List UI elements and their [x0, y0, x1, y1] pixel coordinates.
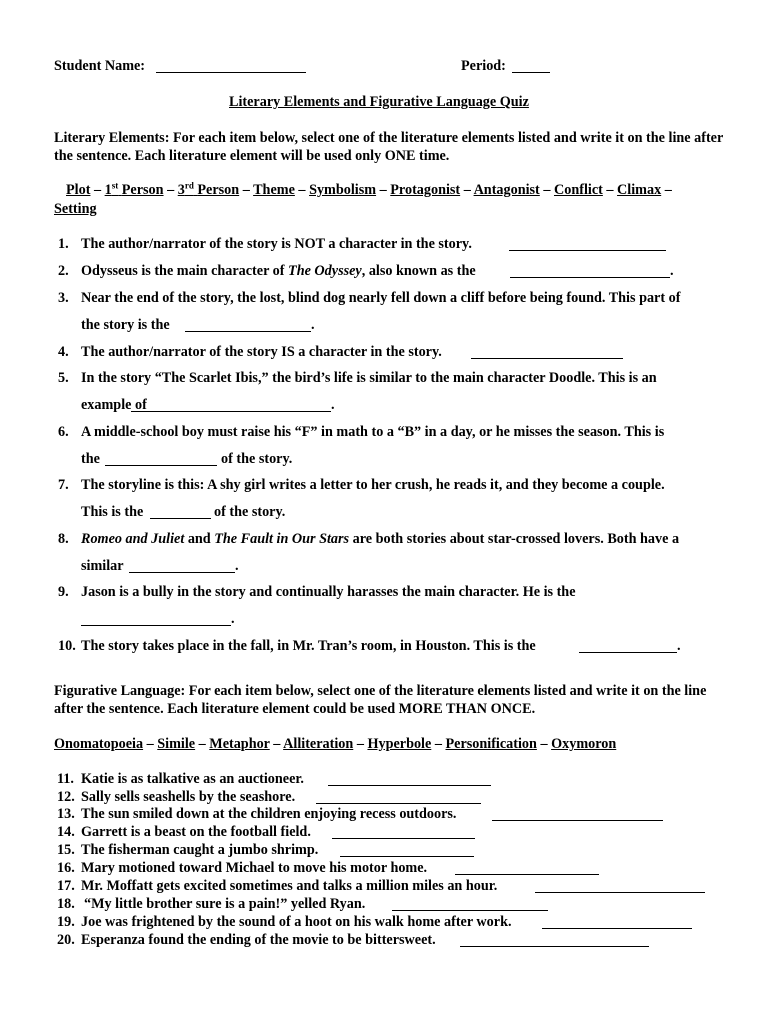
- q13-number: 13.: [57, 806, 75, 822]
- q11-text: Katie is as talkative as an auctioneer.: [81, 771, 304, 787]
- term-protagonist: Protagonist: [390, 182, 461, 198]
- q15-text: The fisherman caught a jumbo shrimp.: [81, 842, 319, 858]
- q7-text-line2b: of the story.: [214, 504, 286, 520]
- q20-number: 20.: [57, 932, 75, 948]
- term-antagonist: Antagonist: [473, 182, 540, 198]
- q16-text: Mary motioned toward Michael to move his motor home.: [81, 860, 428, 876]
- literary-instructions: Literary Elements: For each item below, select one of the literature elements listed and write it on the line after the sentence. Each literature element will be used only ONE time.: [54, 130, 724, 164]
- term-plot: Plot: [66, 182, 91, 198]
- quiz-page: Student Name: Period: Literary Elements and Figurative Language Quiz Literary Elements: For each item below, select one of the literature elements listed and write it on the line after the sentence. Each literature element will be used only ONE time. Plot – 1st Person – 3rd Person – Theme – Symbolism – Protagonist – Antagonist – Conflict – Climax – Setting 1. The author/narrator of the story is NOT a character in the story. 2. Odysseus is the main character of The Odyssey, also known as the . 3. Near the end of the story, the lost, blind dog nearly fell down a cliff before being found. This part of the story is the . 4. The author/narrator of the story IS a character in the story. 5. In the story “The Scarlet Ibis,” the bird’s life is similar to the main character Doodle. This is an example of . 6. A middle-school boy must raise his “F” in math to a “B” in a day, or he misses the season. This is the of the story. 7. The storyline is this: A shy girl writes a letter to her crush, he reads it, and they become a couple. This is the of the story. 8. Romeo and Juliet and The Fault in Our Stars are both stories about star-crossed lovers. Both have a similar . 9. Jason is a bully in the story and continually harasses the main character. He is the . 10. The story takes place in the fall, in Mr. Tran’s room, in Houston. This is the . Figurative Language: For each item below, select one of the literature elements listed and write it on the line after the sentence. Each literature element could be used MORE THAN ONCE. Onomatopoeia – Simile – Metaphor – Alliteration – Hyperbole – Personification – Oxymoron 11. Katie is as talkative as an auctioneer. 12. Sally sells seashells by the seashore. 13. The sun smiled down at the children enjoying recess outdoors. 14. Garrett is a beast on the football field. 15. The fisherman caught a jumbo shrimp. 16. Mary motioned toward Michael to move his motor home. 17. Mr. Moffatt gets excited sometimes and talks a million miles an hour. 18. “My little brother sure is a pain!” yelled Ryan. 19. Joe was frightened by the sound of a hoot on his walk home after work. 20. Esperanza found the ending of the movie to be bittersweet.: [54, 58, 724, 948]
- term-oxymoron: Oxymoron: [551, 736, 617, 752]
- q5-answer-line[interactable]: [131, 411, 331, 412]
- q20-answer-line[interactable]: [460, 946, 649, 947]
- q7-text-line2a: This is the: [81, 504, 144, 520]
- q9-answer-line[interactable]: [81, 625, 231, 626]
- q20-text: Esperanza found the ending of the movie to be bittersweet.: [81, 932, 436, 948]
- figurative-instructions: Figurative Language: For each item below, select one of the literature elements listed and write it on the line after the sentence. Each literature element could be used MORE THAN ONCE.: [54, 683, 707, 717]
- q14-answer-line[interactable]: [332, 838, 475, 839]
- q15-number: 15.: [57, 842, 75, 858]
- q10-text: The story takes place in the fall, in Mr. Tran’s room, in Houston. This is the: [81, 638, 536, 654]
- q8-answer-line[interactable]: [129, 572, 235, 573]
- page-title: Literary Elements and Figurative Language Quiz: [229, 94, 529, 110]
- q16-answer-line[interactable]: [455, 874, 599, 875]
- q6-text-line2b: of the story.: [221, 451, 293, 467]
- q8-text-line1: Romeo and Juliet and The Fault in Our Stars are both stories about star-crossed lovers. Both have a: [81, 531, 680, 547]
- term-personification: Personification: [445, 736, 537, 752]
- q17-text: Mr. Moffatt gets excited sometimes and talks a million miles an hour.: [81, 878, 498, 894]
- q2-answer-line[interactable]: [510, 277, 670, 278]
- q5-text-line2: example of: [81, 397, 147, 413]
- q3-answer-line[interactable]: [185, 331, 311, 332]
- term-setting: Setting: [54, 201, 97, 217]
- q19-answer-line[interactable]: [542, 928, 692, 929]
- student-name-field[interactable]: [156, 72, 306, 73]
- q5-text-line1: In the story “The Scarlet Ibis,” the bird’s life is similar to the main character Doodle. This is an: [81, 370, 657, 386]
- q1-text: The author/narrator of the story is NOT a character in the story.: [81, 236, 472, 252]
- q9-text-line1: Jason is a bully in the story and continually harasses the main character. He is the: [81, 584, 576, 600]
- q11-number: 11.: [57, 771, 74, 787]
- term-alliteration: Alliteration: [283, 736, 354, 752]
- q4-number: 4.: [58, 344, 69, 360]
- term-symbolism: Symbolism: [309, 182, 377, 198]
- q11-answer-line[interactable]: [328, 785, 491, 786]
- q6-answer-line[interactable]: [105, 465, 217, 466]
- q6-text-line2a: the: [81, 451, 100, 467]
- q19-text: Joe was frightened by the sound of a hoot on his walk home after work.: [81, 914, 512, 930]
- q13-answer-line[interactable]: [492, 820, 663, 821]
- q1-answer-line[interactable]: [509, 250, 666, 251]
- term-first-person: 1st Person: [104, 180, 164, 198]
- period-label: Period:: [461, 58, 506, 74]
- q3-number: 3.: [58, 290, 69, 306]
- term-theme: Theme: [253, 182, 295, 198]
- q16-number: 16.: [57, 860, 75, 876]
- q7-answer-line[interactable]: [150, 518, 211, 519]
- q14-number: 14.: [57, 824, 75, 840]
- term-metaphor: Metaphor: [209, 736, 270, 752]
- q8-text-line2: similar: [81, 558, 124, 574]
- q7-text-line1: The storyline is this: A shy girl writes a letter to her crush, he reads it, and they become a couple.: [81, 477, 665, 493]
- student-name-label: Student Name:: [54, 58, 146, 74]
- q19-number: 19.: [57, 914, 75, 930]
- q4-text: The author/narrator of the story IS a character in the story.: [81, 344, 442, 360]
- q12-number: 12.: [57, 789, 75, 805]
- period-field[interactable]: [512, 72, 550, 73]
- q8-number: 8.: [58, 531, 69, 547]
- term-conflict: Conflict: [553, 182, 603, 198]
- q12-text: Sally sells seashells by the seashore.: [81, 789, 296, 805]
- term-hyperbole: Hyperbole: [367, 736, 432, 752]
- term-climax: Climax: [617, 182, 662, 198]
- q17-number: 17.: [57, 878, 75, 894]
- figurative-terms: Onomatopoeia – Simile – Metaphor – Alliteration – Hyperbole – Personification – Oxymoron: [54, 736, 617, 752]
- q1-number: 1.: [58, 236, 69, 252]
- q4-answer-line[interactable]: [471, 358, 623, 359]
- q5-number: 5.: [58, 370, 69, 386]
- q2-number: 2.: [58, 263, 69, 279]
- term-third-person: 3rd Person: [177, 180, 240, 198]
- q14-text: Garrett is a beast on the football field.: [81, 824, 311, 840]
- term-simile: Simile: [157, 736, 196, 752]
- q6-text-line1: A middle-school boy must raise his “F” in math to a “B” in a day, or he misses the season. This is: [81, 424, 665, 440]
- literary-terms-line1: Plot – 1st Person – 3rd Person – Theme – Symbolism – Protagonist – Antagonist – Conflict – Climax –: [66, 180, 672, 198]
- q3-text-line1: Near the end of the story, the lost, blind dog nearly fell down a cliff before being found. This part of: [81, 290, 681, 306]
- q13-text: The sun smiled down at the children enjoying recess outdoors.: [81, 806, 457, 822]
- q18-number: 18.: [57, 896, 75, 912]
- q6-number: 6.: [58, 424, 69, 440]
- q10-answer-line[interactable]: [579, 652, 677, 653]
- q15-answer-line[interactable]: [340, 856, 474, 857]
- term-onomatopoeia: Onomatopoeia: [54, 736, 144, 752]
- q10-number: 10.: [58, 638, 76, 654]
- q12-answer-line[interactable]: [316, 803, 481, 804]
- q17-answer-line[interactable]: [535, 892, 705, 893]
- q18-answer-line[interactable]: [392, 910, 548, 911]
- q3-text-line2: the story is the: [81, 317, 170, 333]
- q7-number: 7.: [58, 477, 69, 493]
- q18-text: “My little brother sure is a pain!” yelled Ryan.: [84, 896, 366, 912]
- q9-number: 9.: [58, 584, 69, 600]
- q2-text: Odysseus is the main character of The Odyssey, also known as the: [81, 263, 476, 279]
